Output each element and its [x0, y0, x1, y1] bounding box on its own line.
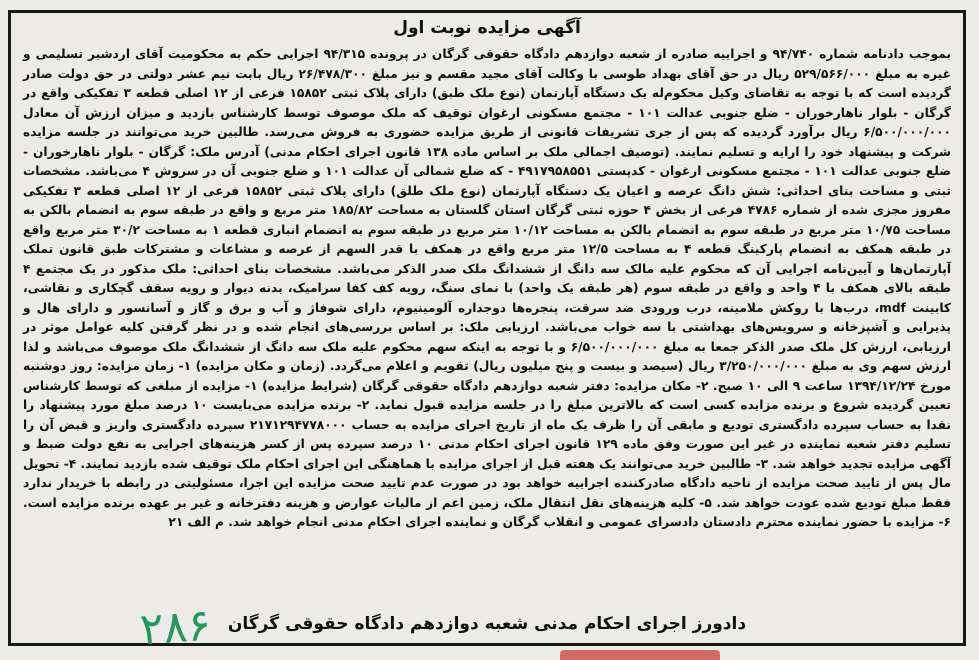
notice-title: آگهی مزایده نوبت اول: [393, 18, 581, 38]
next-notice-edge: [560, 650, 720, 660]
notice-frame: [8, 10, 966, 646]
notice-body-text: بموجب دادنامه شماره ۹۴/۷۴۰ و اجراییه صادره از شعبه دوازدهم دادگاه حقوقی گرگان در پرونده ۹۴/۳۱۵ اجرایی حکم به محکومیت آقای اردشیر تسلیمی و غیره به مبلغ ۵۲۹/۵۶۶/۰۰۰ ریال در حق آقای بهداد طوسی با وکالت آقای مجید مقسم و نیز مبلغ ۲۶/۴۷۸/۳۰۰ ریال بابت نیم عشر دولتی در حق دولت صادر گردیده است که با توجه به تقاضای وکیل محکوم‌له یک دستگاه آپارتمان (نوع ملک طبق) دارای پلاک ثبتی ۱۵۸۵۲ فرعی از ۱۲ اصلی قطعه ۳ تفکیکی واقع در گرگان - بلوار ناهارخوران - ضلع جنوبی عدالت ۱۰۱ - مجتمع مسکونی ارغوان توقیف که ملک موصوف توسط کارشناس بازدید و میزان ارزش آن معادل ۶/۵۰۰/۰۰۰/۰۰۰ ریال برآورد گردیده که پس از جری تشریفات قانونی از طریق مزایده حضوری به فروش می‌رسد. طالبین خرید می‌توانند در جلسه مزایده شرکت و پیشنهاد خود را ارایه و تسلیم نمایند. (توصیف اجمالی ملک بر اساس ماده ۱۳۸ قانون اجرای احکام مدنی) آدرس ملک: گرگان - بلوار ناهارخوران - ضلع جنوبی عدالت ۱۰۱ - مجتمع مسکونی ارغوان - کدپستی ۴۹۱۷۹۵۸۵۵۱ - که ضلع شمالی آن عدالت ۱۰۱ و ضلع جنوبی آن در سروش ۴ می‌باشد. مشخصات ثبتی و مساحت بنای احداثی: شش دانگ عرصه و اعیان یک دستگاه آپارتمان (نوع ملک طلق) دارای پلاک ثبتی ۱۵۸۵۲ فرعی از ۱۲ اصلی قطعه ۳ تفکیکی مفروز مجزی شده از شماره ۴۷۸۶ فرعی از بخش ۴ حوزه ثبتی گرگان استان گلستان به مساحت ۱۸۵/۸۲ متر مربع و واقع در طبقه سوم به انضمام بالکن به مساحت ۱۰/۷۵ متر مربع در طبقه سوم به انضمام بالکن به مساحت ۱۰/۱۲ متر مربع در طبقه سوم به انضمام انباری قطعه ۱ به مساحت ۳۰/۲ متر مربع واقع در طبقه همکف به انضمام پارکینگ قطعه ۴ به مساحت ۱۲/۵ متر مربع واقع در همکف با قدر السهم از عرصه و مشاعات و مشترکات طبق قانون تملک آپارتمان‌ها و آیین‌نامه اجرایی آن که محکوم علیه مالک سه دانگ از ششدانگ ملک صدر الذکر می‌باشد. مشخصات بنای احداثی: ملک مذکور در یک مجتمع ۴ طبقه بالای همکف با ۴ واحد و واقع در طبقه سوم (هر طبقه یک واحد) با نمای سنگ، رویه کف کفا سرامیک، بدنه دیوار و رویه سقف گچکاری و نقاشی، کابینت mdf، درب‌ها با روکش ملامینه، درب ورودی ضد سرقت، پنجره‌ها دوجداره آلومینیوم، دارای شوفاژ و آب و برق و گاز و آسانسور و دارای هال و پذیرایی و آشپزخانه و سرویس‌های بهداشتی با سه خواب می‌باشد. ارزیابی ملک: بر اساس بررسی‌های انجام شده و در نظر گرفتن کلیه عوامل موثر در ارزیابی، ارزش کل ملک صدر الذکر جمعا به مبلغ ۶/۵۰۰/۰۰۰/۰۰۰ و با توجه به اینکه سهم محکوم علیه ملک سه دانگ از ششدانگ ملک موصوف می‌باشد و لذا ارزش سهم وی به مبلغ ۳/۲۵۰/۰۰۰/۰۰۰ ریال (سیصد و بیست و پنج میلیون ریال) تقویم و اعلام می‌گردد. (زمان و مکان مزایده) ۱- زمان مزایده: روز دوشنبه مورخ ۱۳۹۴/۱۲/۲۴ ساعت ۹ الی ۱۰ صبح. ۲- مکان مزایده: دفتر شعبه دوازدهم دادگاه حقوقی گرگان (شرایط مزایده) ۱- مزایده از مبلغی که توسط کارشناس تعیین گردیده شروع و برنده مزایده کسی است که بالاترین مبلغ را در جلسه مزایده قبول نماید. ۲- برنده مزایده می‌بایست ۱۰ درصد مبلغ مورد پیشنهاد را نقدا به حساب سپرده دادگستری تودیع و مابقی آن را ظرف یک ماه از تاریخ اجرای مزایده به حساب ۲۱۷۱۲۹۴۷۷۸۰۰۰ سپرده دادگستری واریز و قبض آن را تسلیم دفتر شعبه نماینده در غیر این صورت وفق ماده ۱۲۹ قانون اجرای احکام مدنی ۱۰ درصد سپرده پس از کسر هزینه‌های اجرایی به نفع دولت ضبط و آگهی مزایده تجدید خواهد شد. ۳- طالبین خرید می‌توانند یک هفته قبل از اجرای مزایده با هماهنگی این اجرای احکام ملک توقیف شده بازدید نمایند. ۴- تحویل مال پس از تایید صحت مزایده از ناحیه دادگاه صادرکننده اجراییه خواهد بود در صورت عدم تایید صحت مزایده این اجرا، مسئولیتی در رابطه با خریدار ندارد فقط مبلغ تودیع شده عودت خواهد شد. ۵- کلیه هزینه‌های نقل انتقال ملک، زمین اعم از مالیات عوارض و هزینه دفترخانه و غیر بر عهده برنده مزایده است. ۶- مزایده با حضور نماینده محترم دادستان دادسرای عمومی و انقلاب گرگان و نماینده اجرای احکام مدنی انجام خواهد شد. م الف ۲۱: [23, 47, 952, 529]
notice-body: [23, 45, 951, 533]
notice-signature: دادورز اجرای احکام مدنی شعبه دوازدهم دادگاه حقوقی گرگان: [227, 614, 747, 634]
handwritten-number: ۲۸۶: [138, 599, 213, 656]
